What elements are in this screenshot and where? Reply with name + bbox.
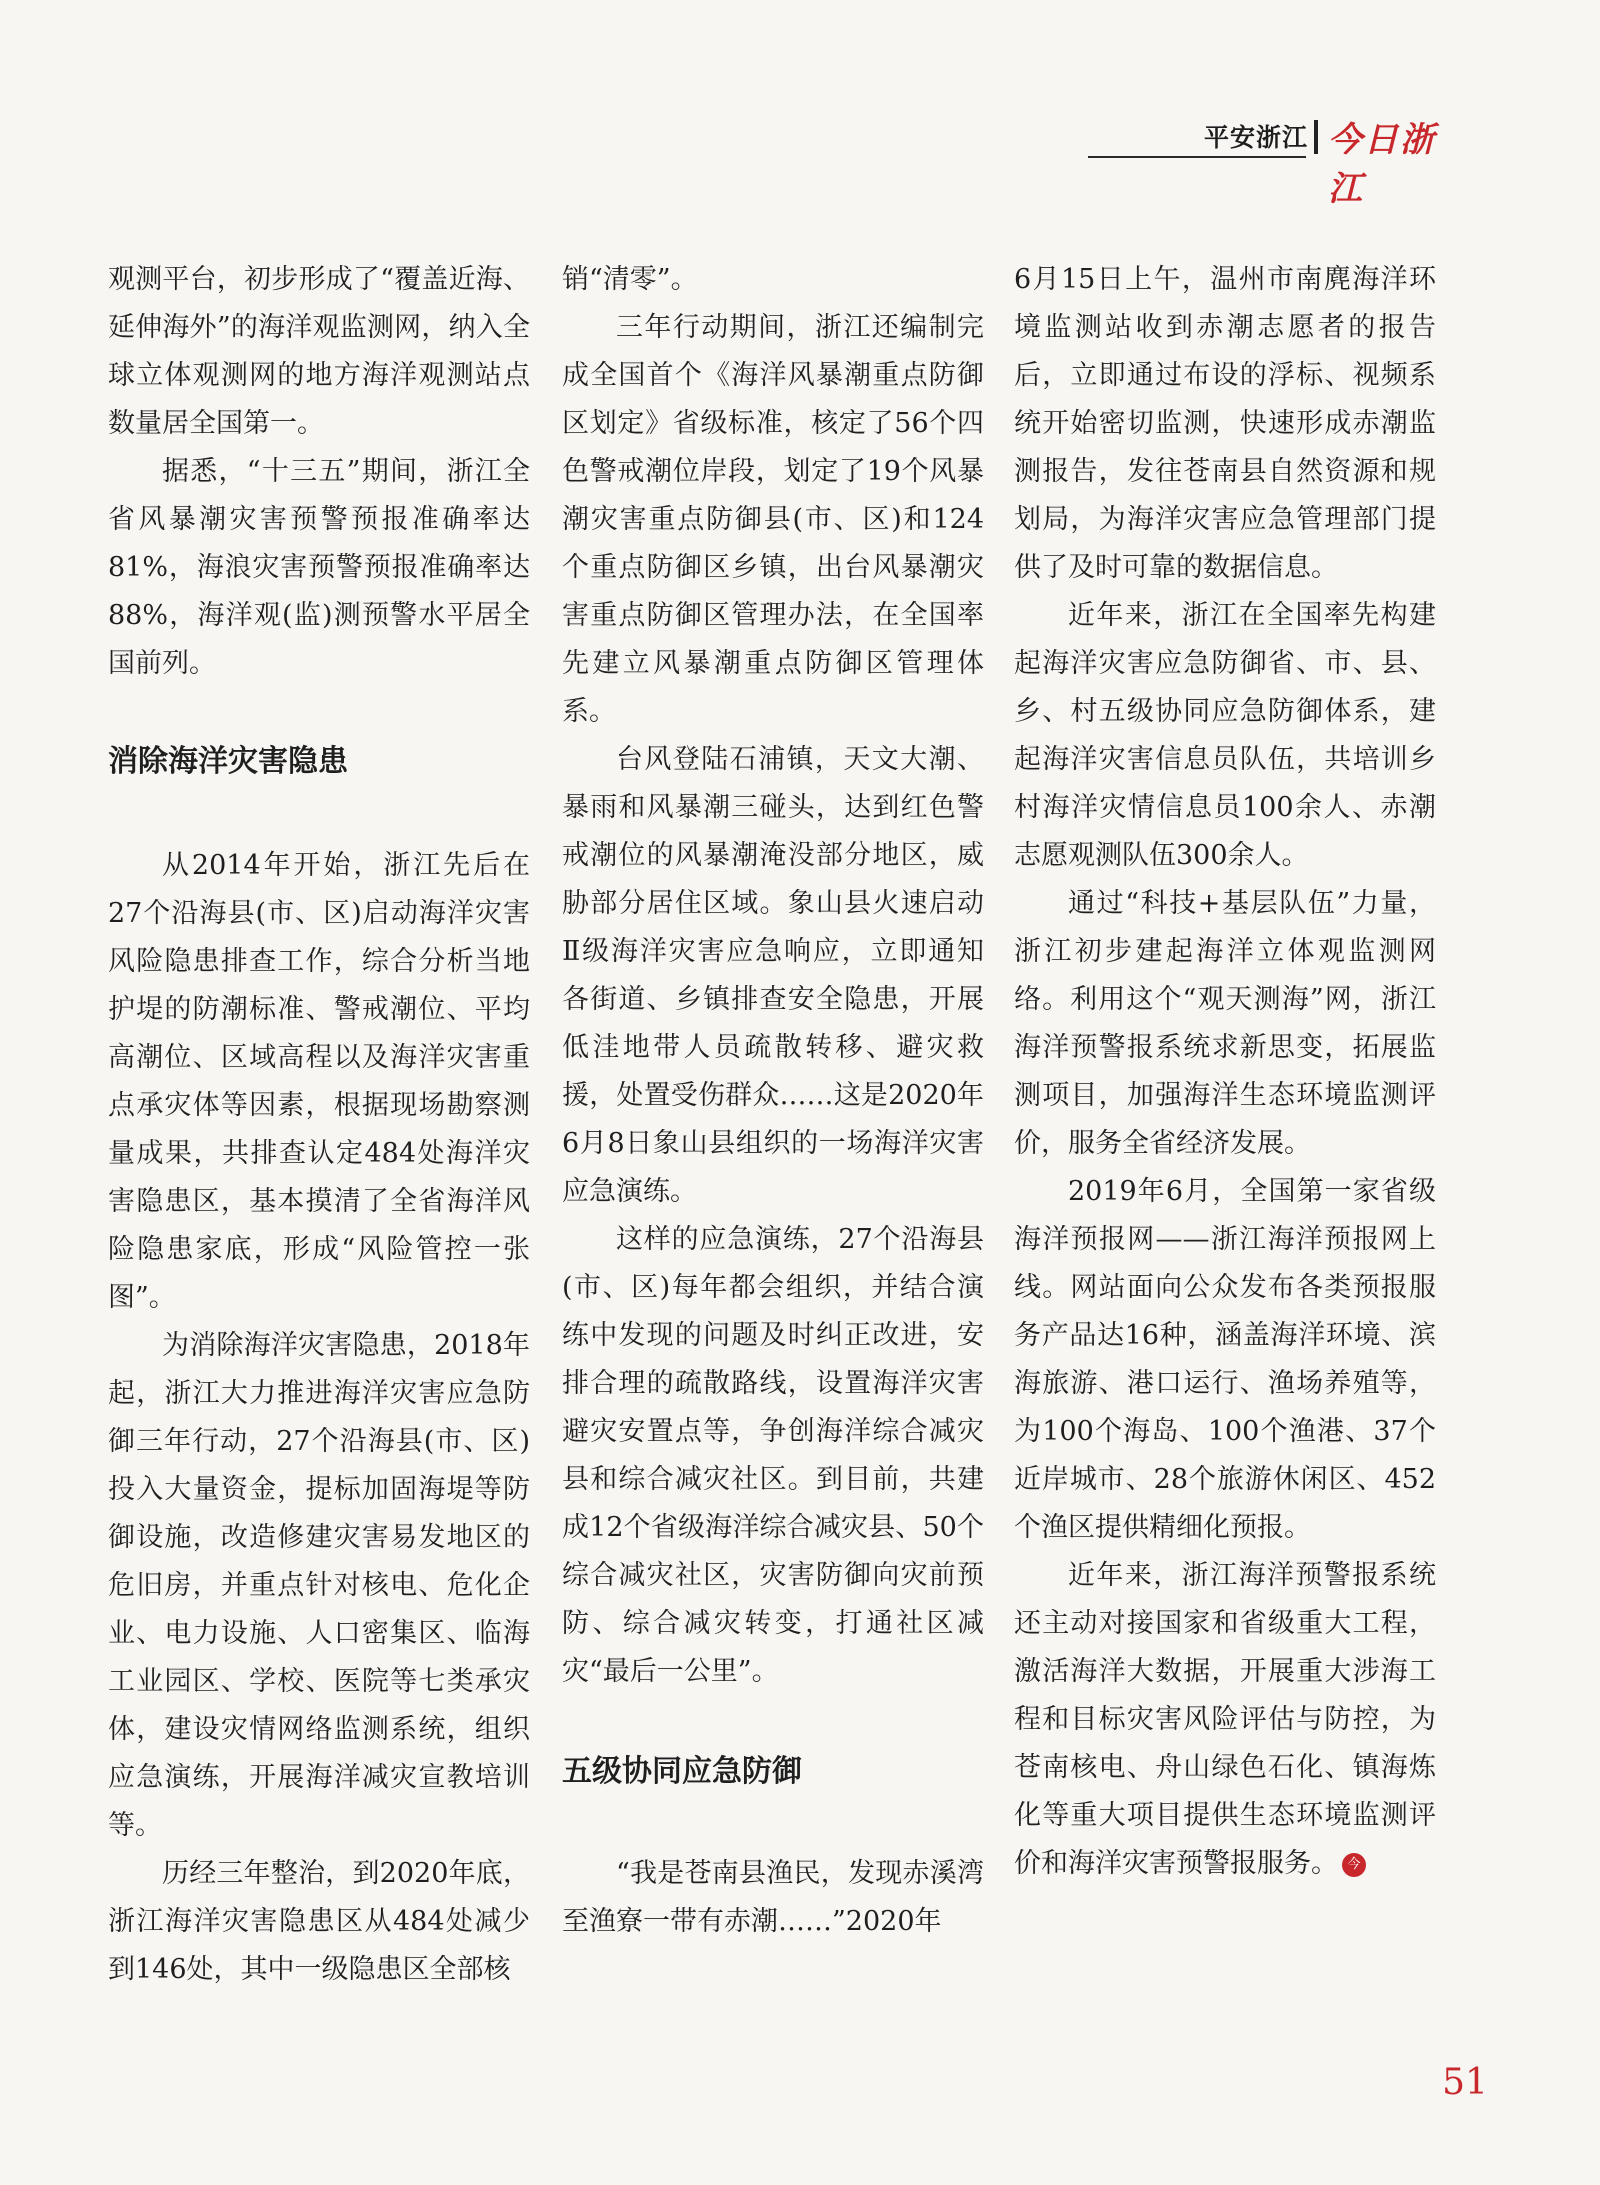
header-divider [1314,120,1318,154]
paragraph-last [1014,1552,1436,1888]
paragraph: 三年行动期间，浙江还编制完成全国首个《海洋风暴潮重点防御区划定》省级标准，核定了56个四色警戒潮位岸段，划定了19个风暴潮灾害重点防御县(市、区)和124个重点防御区乡镇，出台风暴潮灾害重点防御区管理办法，在全国率先建立风暴潮重点防御区管理体系。 [562,312,984,727]
paragraph: 6月15日上午，温州市南麂海洋环境监测站收到赤潮志愿者的报告后，立即通过布设的浮标、视频系统开始密切监测，快速形成赤潮监测报告，发往苍南县自然资源和规划局，为海洋灾害应急管理部门提供了及时可靠的数据信息。 [1014,264,1436,583]
paragraph: 近年来，浙江在全国率先构建起海洋灾害应急防御省、市、县、乡、村五级协同应急防御体系，建起海洋灾害信息员队伍，共培训乡村海洋灾情信息员100余人、赤潮志愿观测队伍300余人。 [1014,600,1436,871]
paragraph: 台风登陆石浦镇，天文大潮、暴雨和风暴潮三碰头，达到红色警戒潮位的风暴潮淹没部分地区，威胁部分居住区域。象山县火速启动Ⅱ级海洋灾害应急响应，立即通知各街道、乡镇排查安全隐患，开展低洼地带人员疏散转移、避灾救援，处置受伤群众……这是2020年6月8日象山县组织的一场海洋灾害应急演练。 [562,744,984,1207]
magazine-logo: 今日浙江 [1328,120,1436,209]
section-heading: 五级协同应急防御 [562,1754,802,1789]
column-2 [562,256,984,1946]
paragraph: 2019年6月，全国第一家省级海洋预报网——浙江海洋预报网上线。网站面向公众发布各类预报服务产品达16种，涵盖海洋环境、滨海旅游、港口运行、渔场养殖等，为100个海岛、100个渔港、37个近岸城市、28个旅游休闲区、452个渔区提供精细化预报。 [1014,1176,1436,1543]
paragraph: 这样的应急演练，27个沿海县(市、区)每年都会组织，并结合演练中发现的问题及时纠正改进，安排合理的疏散路线，设置海洋灾害避灾安置点等，争创海洋综合减灾县和综合减灾社区。到目前，共建成12个省级海洋综合减灾县、50个综合减灾社区，灾害防御向灾前预防、综合减灾转变，打通社区减灾“最后一公里”。 [562,1224,984,1687]
paragraph: 观测平台，初步形成了“覆盖近海、延伸海外”的海洋观监测网，纳入全球立体观测网的地方海洋观测站点数量居全国第一。 [108,264,530,439]
column-3 [1014,256,1436,1888]
section-title: 平安浙江 [1204,123,1309,152]
paragraph: 通过“科技+基层队伍”力量，浙江初步建起海洋立体观监测网络。利用这个“观天测海”网，浙江海洋预警报系统求新思变，拓展监测项目，加强海洋生态环境监测评价，服务全省经济发展。 [1014,888,1436,1159]
paragraph-text: 近年来，浙江海洋预警报系统还主动对接国家和省级重大工程，激活海洋大数据，开展重大涉海工程和目标灾害风险评估与防控，为苍南核电、舟山绿色石化、镇海炼化等重大项目提供生态环境监测评价和海洋灾害预警报服务。 [1014,1560,1436,1879]
page-number: 51 [1442,2062,1488,2103]
column-1 [108,256,530,1994]
section-heading: 消除海洋灾害隐患 [108,744,348,779]
header-rule [1088,156,1306,158]
paragraph: 为消除海洋灾害隐患，2018年起，浙江大力推进海洋灾害应急防御三年行动，27个沿海县(市、区)投入大量资金，提标加固海堤等防御设施，改造修建灾害易发地区的危旧房，并重点针对核电、危化企业、电力设施、人口密集区、临海工业园区、学校、医院等七类承灾体，建设灾情网络监测系统，组织应急演练，开展海洋减灾宣教培训等。 [108,1330,530,1841]
paragraph: 据悉，“十三五”期间，浙江全省风暴潮灾害预警预报准确率达81%，海浪灾害预警预报准确率达88%，海洋观(监)测预警水平居全国前列。 [108,456,530,679]
paragraph: 销“清零”。 [562,264,698,295]
paragraph: 历经三年整治，到2020年底，浙江海洋灾害隐患区从484处减少到146处，其中一级隐患区全部核 [108,1858,530,1985]
end-mark-icon: 今 [1342,1853,1366,1877]
paragraph: 从2014年开始，浙江先后在27个沿海县(市、区)启动海洋灾害风险隐患排查工作，综合分析当地护堤的防潮标准、警戒潮位、平均高潮位、区域高程以及海洋灾害重点承灾体等因素，根据现场勘察测量成果，共排查认定484处海洋灾害隐患区，基本摸清了全省海洋风险隐患家底，形成“风险管控一张图”。 [108,850,530,1313]
page-header [1088,118,1440,209]
paragraph: “我是苍南县渔民，发现赤溪湾至渔寮一带有赤潮……”2020年 [562,1858,984,1937]
